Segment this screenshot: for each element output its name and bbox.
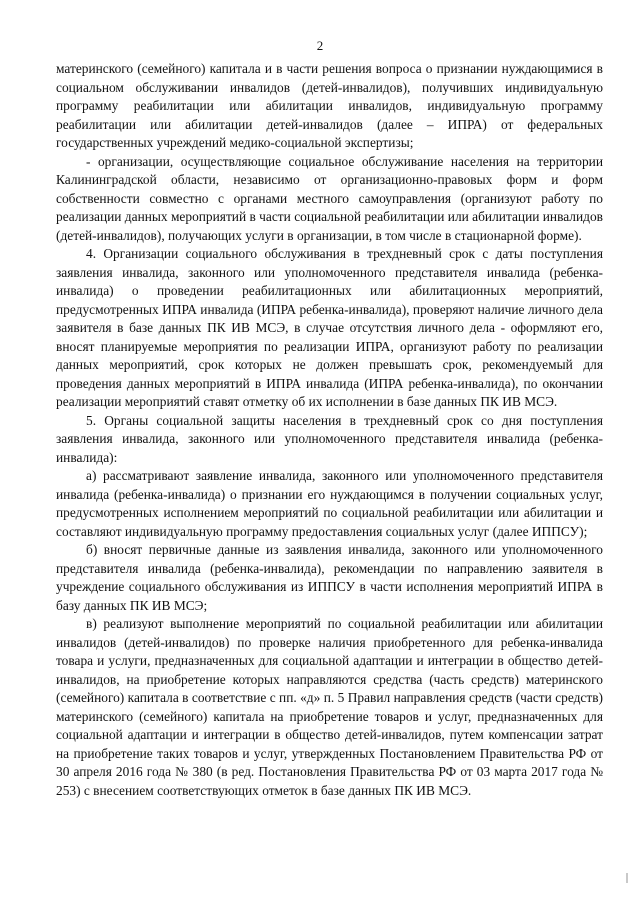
paragraph-subitem-v: в) реализуют выполнение мероприятий по социальной реабилитации или абилитации инвалидов (детей-инвалидов) по проверке наличия приобретенного для ребенка-инвалида товара и услуги, предназначенных для социальной адаптации и интеграции в общество детей-инвалидов, на приобретение которых направляются средства (часть средств) материнского (семейного) капитала в соответствие с пп. «д» п. 5 Правил направления средств (части средств) материнского (семейного) капитала на приобретение товаров и услуг, предназначенных для социальной адаптации и интеграции в общество детей-инвалидов, путем компенсации затрат на приобретение таких товаров и услуг, утвержденных Постановлением Правительства РФ от 30 апреля 2016 года № 380 (в ред. Постановления Правительства РФ от 03 марта 2017 года № 253) с внесением соответствующих отметок в базе данных ПК ИВ МСЭ.	[56, 616, 603, 798]
paragraph-continuation: материнского (семейного) капитала и в части решения вопроса о признании нуждающимися в социальном обслуживании инвалидов (детей-инвалидов), получивших индивидуальную программу реабилитации или абилитации инвалидов, индивидуальную программу реабилитации или абилитации детей-инвалидов (далее – ИПРА) от федеральных государственных учреждений медико-социальной экспертизы;	[56, 61, 603, 150]
document-body	[56, 60, 603, 800]
paragraph-item-4: 4. Организации социального обслуживания в трехдневный срок с даты поступления заявления инвалида, законного или уполномоченного представителя инвалида (ребенка-инвалида) о проведении реабилитационных или абилитационных мероприятий, предусмотренных ИПРА инвалида (ИПРА ребенка-инвалида), проверяют наличие личного дела заявителя в базе данных ПК ИВ МСЭ, в случае отсутствия личного дела - оформляют его, вносят планируемые мероприятия по реализации ИПРА, организуют работу по реализации данных мероприятий, срок которых не должен превышать срок, рекомендуемый для проведения данных мероприятий в ИПРА инвалида (ИПРА ребенка-инвалида), по окончании реализации мероприятий ставят отметку об их исполнении в базе данных ПК ИВ МСЭ.	[56, 246, 603, 409]
paragraph-organizations-item: - организации, осуществляющие социальное обслуживание населения на территории Калининградской области, независимо от организационно-правовых форм и форм собственности совместно с органами местного самоуправления (организуют работу по реализации данных мероприятий в части социальной реабилитации или абилитации инвалидов (детей-инвалидов), получающих услуги в организации, в том числе в стационарной форме).	[56, 153, 603, 243]
paragraph-subitem-b: б) вносят первичные данные из заявления инвалида, законного или уполномоченного представителя инвалида (ребенка-инвалида), рекомендации по направлению заявителя в учреждение социального обслуживания из ИППСУ в части исполнения мероприятий ИПРА в базу данных ПК ИВ МСЭ;	[56, 542, 603, 613]
paragraph-item-5: 5. Органы социальной защиты населения в трехдневный срок со дня поступления заявления инвалида, законного или уполномоченного представителя инвалида (ребенка-инвалида):	[56, 412, 603, 465]
paragraph-subitem-a: а) рассматривают заявление инвалида, законного или уполномоченного представителя инвалида (ребенка-инвалида) о признании его нуждающимся в получении социальных услуг, предусмотренных исполнением мероприятий по социальной реабилитации или абилитации и составляют индивидуальную программу предоставления социальных услуг (далее ИППСУ);	[56, 468, 603, 539]
page-number: 2	[316, 38, 324, 53]
scan-edge-mark	[626, 873, 628, 883]
